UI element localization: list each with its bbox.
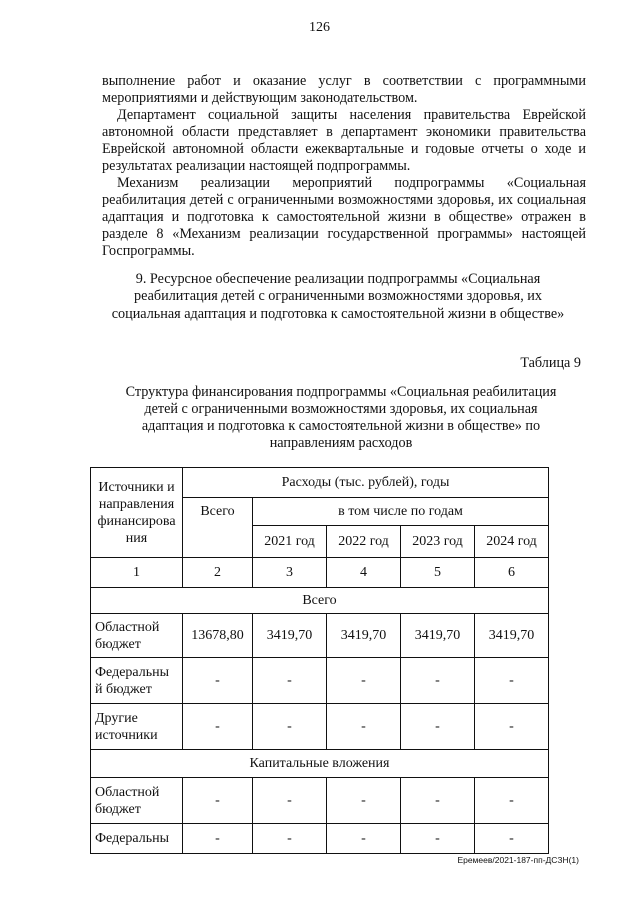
table-row (91, 704, 549, 750)
table-row (91, 614, 549, 658)
col-number-1: 1 (91, 558, 183, 588)
col-number-4: 4 (327, 558, 401, 588)
cell-value: - (327, 658, 401, 704)
col-number-3: 3 (253, 558, 327, 588)
row-label: Областной бюджет (91, 778, 183, 824)
cell-value: - (475, 778, 549, 824)
col-number-2: 2 (183, 558, 253, 588)
header-year-2021: 2021 год (253, 526, 327, 558)
cell-value: 3419,70 (475, 614, 549, 658)
cell-value: - (475, 824, 549, 854)
header-year-2023: 2023 год (401, 526, 475, 558)
paragraph-3: Механизм реализации мероприятий подпрограммы «Социальная реабилитация детей с ограниченными возможностями здоровья, их социальная адаптация и подготовка к самостоятельной жизни в обществе» отражен в разделе 8 «Механизм реализации государственной программы» настоящей Госпрограммы. (102, 175, 586, 259)
table-label: Таблица 9 (520, 355, 581, 371)
header-sources: Источники и направления финансирова ния (91, 468, 183, 558)
cell-value: 3419,70 (327, 614, 401, 658)
cell-value: - (401, 824, 475, 854)
header-year-2024: 2024 год (475, 526, 549, 558)
cell-value: - (327, 778, 401, 824)
section-title-total: Всего (91, 588, 549, 614)
cell-value: - (183, 778, 253, 824)
cell-value: 3419,70 (253, 614, 327, 658)
section-heading: 9. Ресурсное обеспечение реализации подпрограммы «Социальная реабилитация детей с ограниченными возможностями здоровья, их социальная адаптация и подготовка к самостоятельной жизни в обществе» (111, 271, 565, 322)
cell-value: - (253, 824, 327, 854)
cell-value: - (401, 658, 475, 704)
cell-value: - (327, 824, 401, 854)
row-label: Областной бюджет (91, 614, 183, 658)
cell-value: 3419,70 (401, 614, 475, 658)
cell-value: 13678,80 (183, 614, 253, 658)
row-label: Федеральны й бюджет (91, 658, 183, 704)
cell-value: - (253, 704, 327, 750)
section-title-capital: Капитальные вложения (91, 750, 549, 778)
page-number: 126 (309, 20, 330, 35)
document-footer-code: Еремеев/2021-187-пп-ДСЗН(1) (457, 855, 579, 865)
cell-value: - (253, 658, 327, 704)
cell-value: - (253, 778, 327, 824)
cell-value: - (183, 824, 253, 854)
header-by-year: в том числе по годам (253, 498, 549, 526)
row-label: Другие источники (91, 704, 183, 750)
table-title: Структура финансирования подпрограммы «Социальная реабилитация детей с ограниченными возможностями здоровья, их социальная адаптация и подготовка к самостоятельной жизни в обществе» по направлениям расходов (125, 384, 557, 451)
table-row (91, 658, 549, 704)
header-expenses: Расходы (тыс. рублей), годы (183, 468, 549, 498)
financing-table (90, 467, 549, 854)
cell-value: - (183, 658, 253, 704)
paragraph-2: Департамент социальной защиты населения правительства Еврейской автономной области представляет в департамент экономики правительства Еврейской автономной области ежеквартальные и годовые отчеты о ходе и результатах реализации настоящей подпрограммы. (102, 107, 586, 174)
paragraph-1: выполнение работ и оказание услуг в соответствии с программными мероприятиями и действующим законодательством. (102, 73, 586, 106)
col-number-5: 5 (401, 558, 475, 588)
table-row (91, 824, 549, 854)
header-total: Всего (183, 498, 253, 558)
header-year-2022: 2022 год (327, 526, 401, 558)
cell-value: - (401, 704, 475, 750)
cell-value: - (401, 778, 475, 824)
cell-value: - (475, 658, 549, 704)
table-row (91, 778, 549, 824)
col-number-6: 6 (475, 558, 549, 588)
cell-value: - (475, 704, 549, 750)
cell-value: - (183, 704, 253, 750)
row-label: Федеральны (91, 824, 183, 854)
cell-value: - (327, 704, 401, 750)
